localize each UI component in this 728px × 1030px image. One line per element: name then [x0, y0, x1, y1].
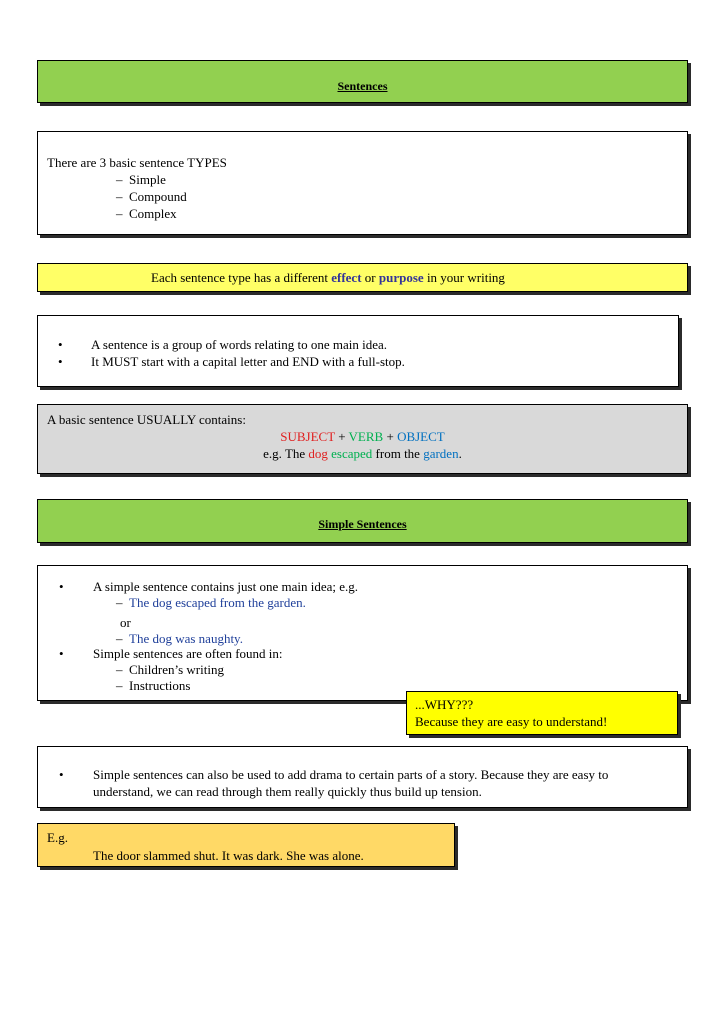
sentence-types-box	[37, 131, 688, 235]
definition-text-1: A sentence is a group of words relating to one main idea.	[91, 337, 388, 352]
example-1: – The dog escaped from the garden.	[116, 595, 306, 610]
eg-text: The door slammed shut. It was dark. She was alone.	[93, 848, 364, 863]
bullet-glyph: •	[59, 646, 64, 661]
sentences-title: Sentences	[337, 79, 388, 93]
bullet-glyph: •	[59, 579, 64, 594]
example-subject: dog	[308, 446, 328, 461]
drama-line-2: understand, we can read through them really quickly thus build up tension.	[93, 784, 482, 799]
sentences-header	[37, 60, 688, 103]
basic-sentence-box	[37, 404, 688, 474]
sub-item-instructions: – Instructions	[116, 678, 191, 693]
type-item-compound: – Compound	[116, 189, 187, 204]
effect-word: effect	[331, 270, 362, 285]
example-2: – The dog was naughty.	[116, 631, 243, 646]
type-item-simple: – Simple	[116, 172, 166, 187]
dash-glyph: –	[116, 595, 123, 610]
simple-bullet-2: Simple sentences are often found in:	[93, 646, 283, 661]
why-box	[406, 691, 678, 735]
simple-bullet-1: A simple sentence contains just one main idea; e.g.	[93, 579, 358, 594]
bullet-drama	[59, 766, 64, 783]
bullet-2	[59, 645, 64, 662]
why-line-1: ...WHY???	[415, 697, 474, 712]
bullet-1	[59, 578, 64, 595]
dash-glyph: –	[116, 189, 123, 204]
bullet-glyph: •	[59, 767, 64, 782]
example-verb: escaped	[331, 446, 373, 461]
types-intro: There are 3 basic sentence TYPES	[47, 155, 227, 170]
definition-item	[58, 353, 63, 370]
basic-intro: A basic sentence USUALLY contains:	[47, 412, 246, 427]
dash-glyph: –	[116, 206, 123, 221]
example-box	[37, 823, 455, 867]
example-object: garden	[423, 446, 459, 461]
bullet-glyph: •	[58, 354, 63, 369]
formula-line: SUBJECT + VERB + OBJECT	[280, 429, 445, 444]
effect-purpose-banner	[37, 263, 688, 292]
definition-box	[37, 315, 679, 387]
dash-glyph: –	[116, 172, 123, 187]
drama-line-1: Simple sentences can also be used to add drama to certain parts of a story. Because they are easy to	[93, 767, 609, 782]
simple-sentences-box	[37, 565, 688, 701]
eg-label: E.g.	[47, 830, 68, 845]
definition-item	[58, 336, 63, 353]
simple-sentences-header	[37, 499, 688, 543]
simple-sentences-title: Simple Sentences	[318, 517, 407, 531]
definition-text-2: It MUST start with a capital letter and END with a full-stop.	[91, 354, 405, 369]
bullet-glyph: •	[58, 337, 63, 352]
type-item-complex: – Complex	[116, 206, 177, 221]
or-word: or	[120, 615, 131, 630]
effect-purpose-text: Each sentence type has a different effect or purpose in your writing	[151, 270, 505, 285]
sub-item-children: – Children’s writing	[116, 662, 224, 677]
drama-box	[37, 746, 688, 808]
dash-glyph: –	[116, 678, 123, 693]
dash-glyph: –	[116, 662, 123, 677]
example-line: e.g. The dog escaped from the garden.	[263, 446, 462, 461]
subject-word: SUBJECT	[280, 429, 335, 444]
object-word: OBJECT	[397, 429, 445, 444]
verb-word: VERB	[348, 429, 384, 444]
purpose-word: purpose	[378, 270, 424, 285]
why-line-2: Because they are easy to understand!	[415, 714, 608, 729]
dash-glyph: –	[116, 631, 123, 646]
